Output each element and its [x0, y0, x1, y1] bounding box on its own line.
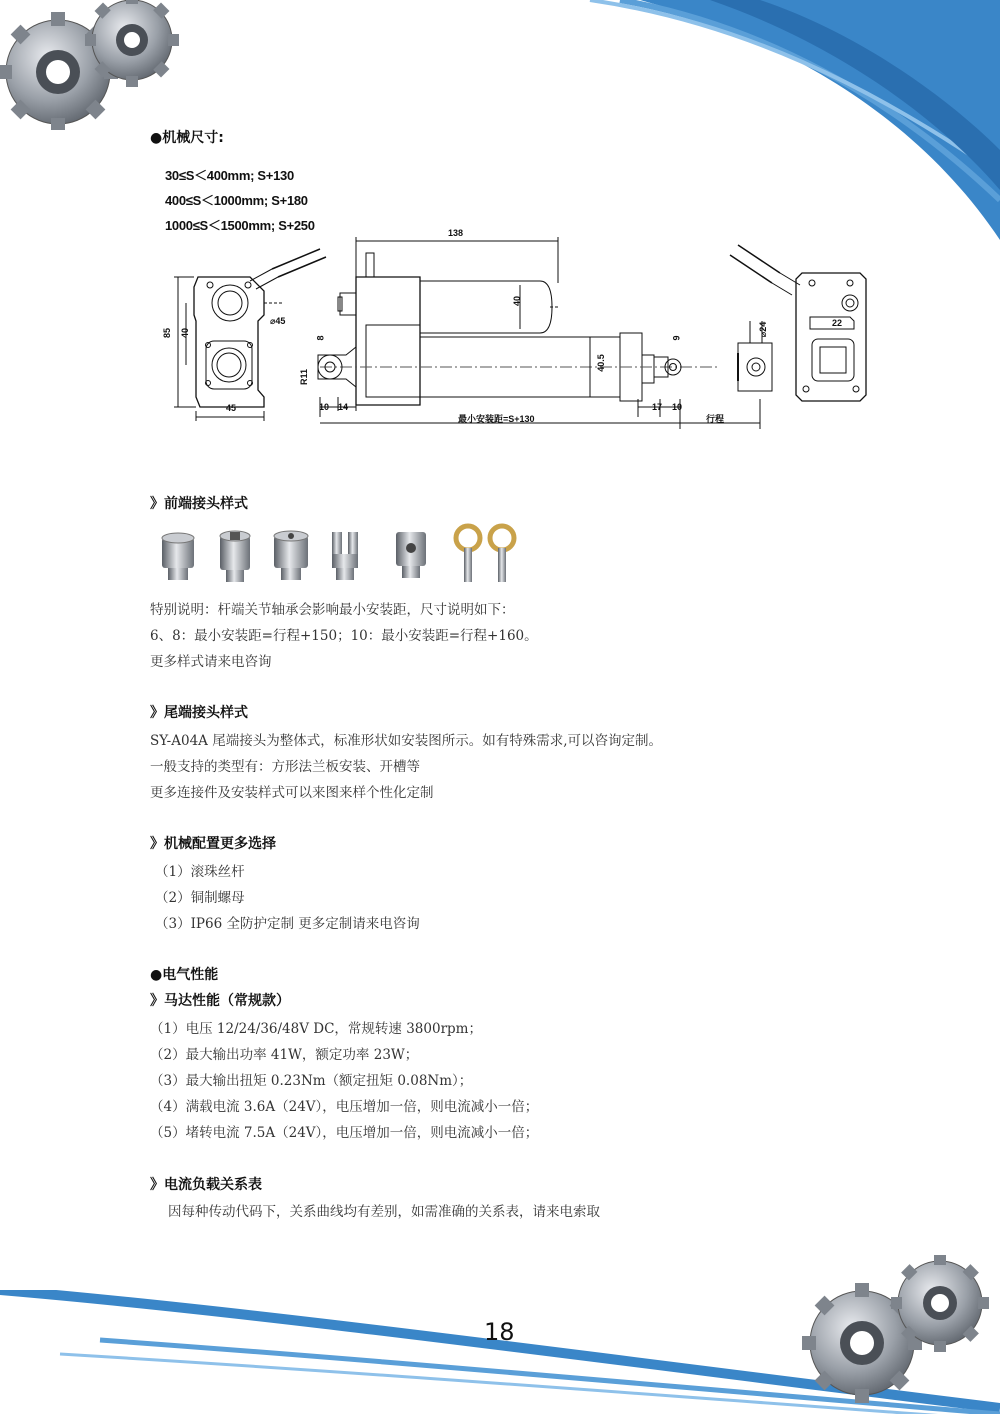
config-item-2: （2）铜制螺母	[155, 890, 245, 906]
current-load-heading: 》电流负载关系表	[150, 1177, 262, 1193]
top-right-swoosh-decoration	[560, 0, 1000, 260]
bottom-right-gears-icon	[800, 1255, 1000, 1405]
rod-end-style-1-icon	[162, 533, 194, 580]
front-end-heading: 》前端接头样式	[150, 496, 248, 512]
electrical-heading: ●电气性能	[150, 967, 219, 983]
rear-note-2: 一般支持的类型有：方形法兰板安装、开槽等	[150, 759, 420, 775]
spec-line-3: 1000≤S＜1500mm; S+250	[165, 218, 315, 233]
dim-17: 17	[652, 402, 663, 412]
motor-spec-4: （4）满载电流 3.6A（24V），电压增加一倍，则电流减小一倍；	[150, 1099, 539, 1115]
dim-9: 9	[671, 335, 682, 341]
spec-line-1: 30≤S＜400mm; S+130	[165, 168, 294, 183]
dim-85: 85	[162, 327, 173, 339]
dim-24-dia: ⌀24	[758, 321, 769, 338]
front-end-styles-row	[150, 518, 530, 588]
rod-end-style-3-icon	[274, 531, 308, 580]
rear-note-1: SY-A04A 尾端接头为整体式，标准形状如安装图所示。如有特殊需求,可以咨询定制。	[150, 733, 662, 749]
config-item-3: （3）IP66 全防护定制 更多定制请来电咨询	[155, 916, 420, 932]
dim-22: 22	[832, 318, 843, 328]
spec-line-2: 400≤S＜1000mm; S+180	[165, 193, 308, 208]
rear-note-3: 更多连接件及安装样式可以来图来样个性化定制	[150, 785, 434, 801]
dim-r11: R11	[299, 368, 310, 386]
motor-heading: 》马达性能（常规款）	[150, 993, 290, 1009]
dim-40-body: 40	[512, 295, 523, 307]
front-note-2: 6、8：最小安装距=行程+150；10：最小安装距=行程+160。	[150, 628, 538, 644]
motor-spec-1: （1）电压 12/24/36/48V DC，常规转速 3800rpm；	[150, 1021, 482, 1037]
dim-8: 8	[315, 335, 326, 341]
motor-spec-3: （3）最大输出扭矩 0.23Nm（额定扭矩 0.08Nm）；	[150, 1073, 473, 1089]
motor-spec-2: （2）最大输出功率 41W，额定功率 23W；	[150, 1047, 419, 1063]
dim-10-left: 10	[319, 402, 330, 412]
motor-spec-5: （5）堵转电流 7.5A（24V），电压增加一倍，则电流减小一倍；	[150, 1125, 539, 1141]
front-note-1: 特别说明：杆端关节轴承会影响最小安装距，尺寸说明如下：	[150, 602, 515, 618]
dim-40-5: 40.5	[595, 354, 606, 372]
current-load-note: 因每种传动代码下，关系曲线均有差别，如需准确的关系表，请来电索取	[168, 1204, 600, 1220]
front-note-3: 更多样式请来电咨询	[150, 654, 272, 670]
dim-45-dia: ⌀45	[270, 316, 286, 326]
rod-end-style-4-icon	[332, 532, 358, 580]
dim-40-end: 40	[180, 327, 191, 339]
dim-stroke: 行程	[706, 414, 725, 424]
mechanical-heading: ●机械尺寸:	[150, 130, 224, 146]
rod-end-style-2-icon	[220, 531, 250, 582]
dim-min-install-length: 最小安装距=S+130	[458, 414, 535, 424]
rear-end-heading: 》尾端接头样式	[150, 705, 248, 721]
dim-14: 14	[338, 402, 349, 412]
dim-45: 45	[226, 403, 237, 413]
page-number: 18	[484, 1318, 515, 1346]
main-side-view	[315, 237, 760, 429]
dim-10-right: 10	[672, 402, 683, 412]
rod-end-style-6-icon	[456, 526, 514, 582]
rod-end-style-5-icon	[396, 532, 426, 578]
dim-138: 138	[448, 228, 464, 238]
config-item-1: （1）滚珠丝杆	[155, 864, 245, 880]
actuator-drawing	[160, 225, 880, 430]
top-left-gears-icon	[0, 0, 190, 130]
config-heading: 》机械配置更多选择	[150, 836, 276, 852]
left-end-view	[174, 249, 326, 421]
